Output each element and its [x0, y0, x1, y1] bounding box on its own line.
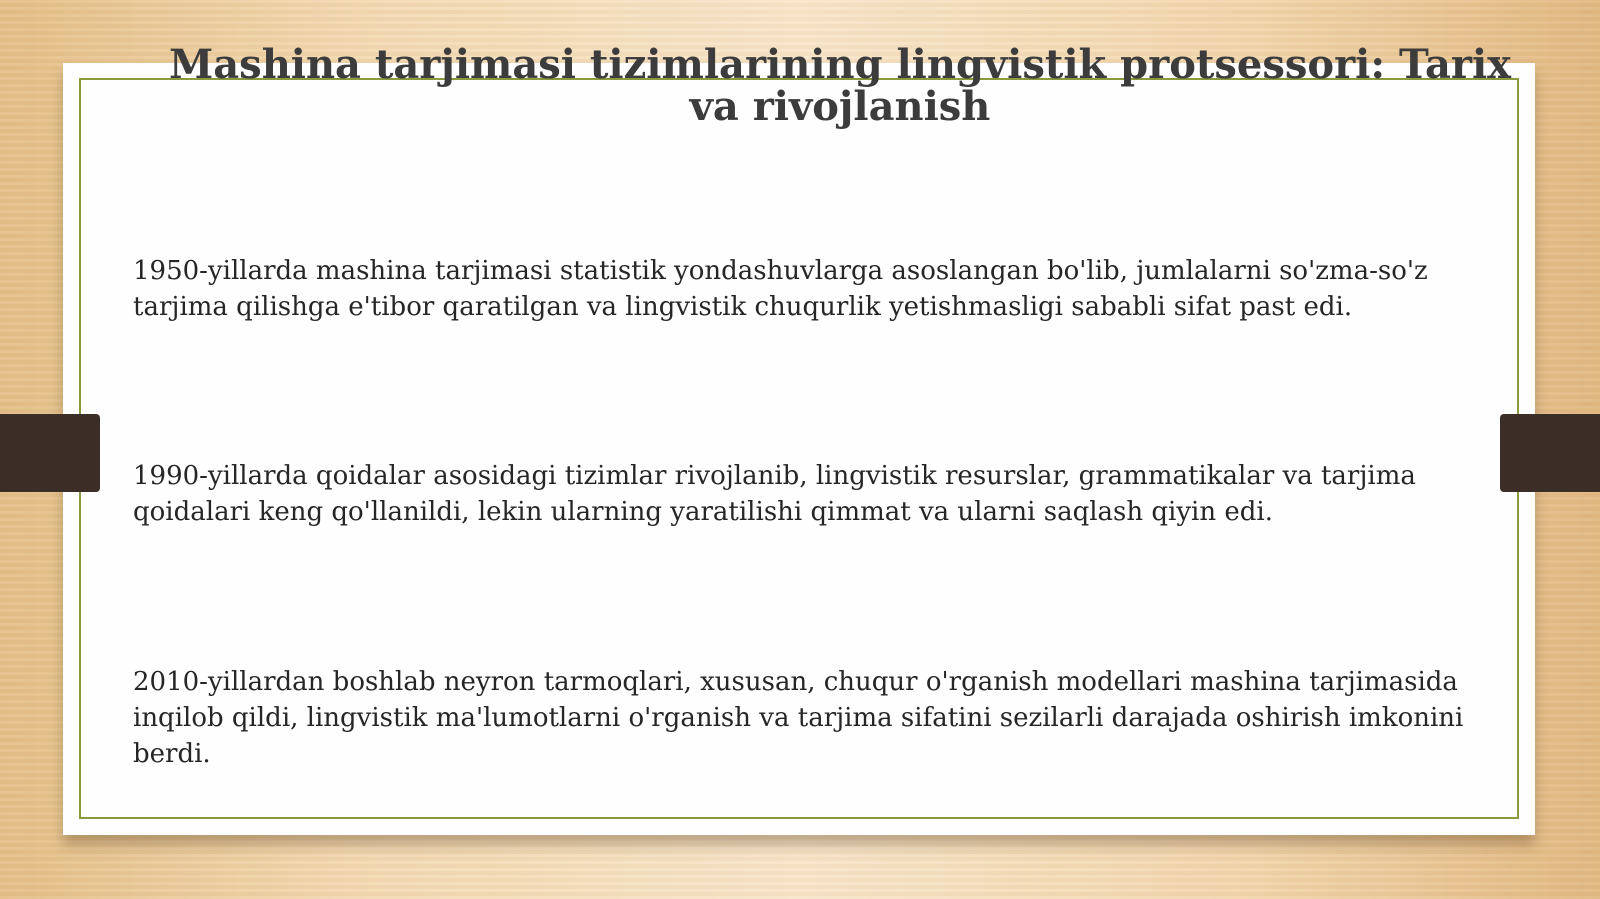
- paragraph-1950s: 1950-yillarda mashina tarjimasi statistik yondashuvlarga asoslangan bo'lib, jumlalarni so'zma-so'z tarjima qilishga e'tibor qaratilgan va lingvistik chuqurlik yetishmasligi sababli sifat past edi.: [133, 256, 1428, 322]
- paragraph-1990s: 1990-yillarda qoidalar asosidagi tizimlar rivojlanib, lingvistik resurslar, grammatikalar va tarjima qoidalari keng qo'llanildi, lekin ularning yaratilishi qimmat va ularni saqlash qiyin edi.: [133, 461, 1416, 527]
- binder-tab-right: [1500, 414, 1600, 492]
- binder-tab-left: [0, 414, 100, 492]
- paragraph-2010s: 2010-yillardan boshlab neyron tarmoqlari, xususan, chuqur o'rganish modellari mashina tarjimasida inqilob qildi, lingvistik ma'lumotlarni o'rganish va tarjima sifatini sezilarli darajada oshirish imkonini berdi.: [133, 667, 1464, 769]
- slide-title: Mashina tarjimasi tizimlarining lingvistik protsessori: Tarix va rivojlanish: [168, 41, 1511, 130]
